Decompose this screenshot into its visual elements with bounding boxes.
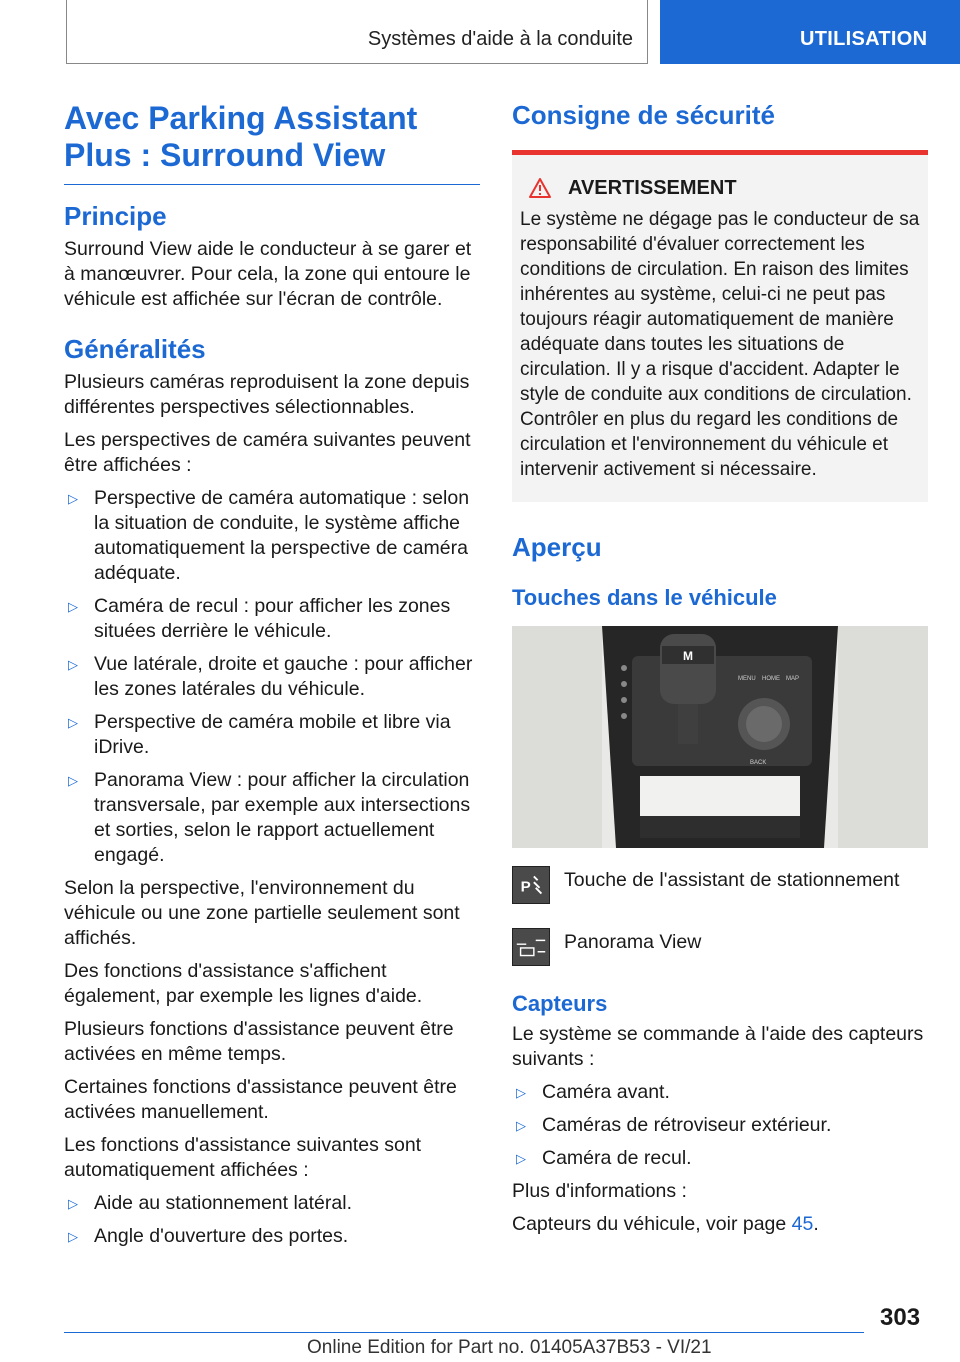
- paragraph-assist-display: Des fonctions d'assistance s'affichent également, par exemple les lignes d'aide.: [64, 960, 423, 1007]
- footer-divider: [64, 1332, 864, 1333]
- touches-heading: Touches dans le véhicule: [512, 585, 777, 610]
- right-column: [512, 100, 928, 1245]
- more-info-label: Plus d'informations :: [512, 1180, 687, 1202]
- svg-text:MAP: MAP: [786, 676, 800, 682]
- list-item: ▷ Perspective de caméra automatique : selon la situation de conduite, le système affiche automatiquement la perspective de caméra adéquate.: [68, 487, 470, 584]
- panorama-view-key-row: [512, 928, 928, 966]
- page-title-line1: Avec Parking Assistant: [64, 100, 418, 136]
- list-item: ▷ Caméras de rétroviseur extérieur.: [516, 1114, 832, 1136]
- paragraph-manual-activation: Certaines fonctions d'assistance peuvent être activées manuellement.: [64, 1076, 457, 1123]
- triangle-bullet-icon: ▷: [516, 1085, 526, 1100]
- triangle-bullet-icon: ▷: [68, 1229, 78, 1244]
- list-item: ▷ Caméra avant.: [516, 1081, 670, 1103]
- list-item: ▷ Vue latérale, droite et gauche : pour afficher les zones latérales du véhicule.: [68, 653, 473, 700]
- page-title-line2: Plus : Surround View: [64, 137, 386, 173]
- sensors-list: [512, 1080, 928, 1171]
- triangle-bullet-icon: ▷: [68, 773, 78, 788]
- parking-assistant-key-row: [512, 866, 928, 904]
- title-divider: [64, 184, 480, 185]
- svg-text:MENU: MENU: [738, 676, 756, 682]
- apercu-heading: Aperçu: [512, 532, 602, 562]
- list-item: ▷ Perspective de caméra mobile et libre via iDrive.: [68, 711, 451, 758]
- generalites-heading: Généralités: [64, 334, 206, 364]
- warning-title: AVERTISSEMENT: [520, 175, 920, 201]
- paragraph-perspective: Selon la perspective, l'environnement du véhicule ou une zone partielle seulement sont affichés.: [64, 877, 460, 949]
- capteurs-text: Le système se commande à l'aide des capteurs suivants :: [512, 1023, 924, 1070]
- generalites-paragraph-2: Les perspectives de caméra suivantes peuvent être affichées :: [64, 429, 471, 476]
- generalites-paragraph-1: Plusieurs caméras reproduisent la zone depuis différentes perspectives sélectionnables.: [64, 371, 470, 418]
- m-badge: M: [683, 649, 693, 663]
- center-console-photo: [512, 626, 928, 848]
- triangle-bullet-icon: ▷: [68, 1196, 78, 1211]
- list-item: ▷ Caméra de recul : pour afficher les zones situées derrière le véhicule.: [68, 595, 451, 642]
- more-info-reference: Capteurs du véhicule, voir page 45.: [512, 1213, 819, 1235]
- page-link-45[interactable]: 45: [791, 1213, 814, 1235]
- footer-edition: Online Edition for Part no. 01405A37B53 - VI/21: [307, 1337, 712, 1358]
- svg-text:HOME: HOME: [762, 676, 780, 682]
- parking-assistant-key-label: Touche de l'assistant de stationnement: [564, 869, 900, 891]
- svg-text:BACK: BACK: [750, 760, 767, 766]
- triangle-bullet-icon: ▷: [68, 715, 78, 730]
- triangle-bullet-icon: ▷: [68, 657, 78, 672]
- paragraph-multiple-functions: Plusieurs fonctions d'assistance peuvent être activées en même temps.: [64, 1018, 454, 1065]
- principe-heading: Principe: [64, 201, 167, 231]
- panorama-view-key-label: Panorama View: [564, 931, 702, 953]
- warning-box: [512, 150, 928, 502]
- safety-heading: Consigne de sécurité: [512, 100, 775, 130]
- list-item: ▷ Angle d'ouverture des portes.: [68, 1225, 349, 1247]
- camera-perspectives-list: [64, 486, 480, 868]
- page-title: [64, 100, 480, 174]
- warning-text: Le système ne dégage pas le conducteur de sa responsabilité d'évaluer correctement les conditions de circulation. En raison des limites inhérentes au système, celui-ci ne peut pas toujours réagir automatiquement de manière adéquate dans toutes les situations de circulation. Il y a risque d'accident. Adapter le style de conduite aux conditions de circulation. Contrôler en plus du regard les conditions de circulation et l'environnement du véhicule et intervenir activement si nécessaire.: [520, 209, 920, 480]
- warning-triangle-icon: [528, 177, 552, 199]
- triangle-bullet-icon: ▷: [516, 1118, 526, 1133]
- triangle-bullet-icon: ▷: [68, 599, 78, 614]
- triangle-bullet-icon: ▷: [516, 1151, 526, 1166]
- list-item: ▷ Aide au stationnement latéral.: [68, 1192, 352, 1214]
- header-section-title: Systèmes d'aide à la conduite: [66, 0, 648, 64]
- page-number: 303: [880, 1304, 921, 1331]
- left-column: [64, 100, 480, 1257]
- auto-functions-list: [64, 1191, 480, 1249]
- list-item: ▷ Panorama View : pour afficher la circulation transversale, par exemple aux intersections et sorties, selon le rapport actuellement engagé.: [68, 769, 471, 866]
- panorama-view-key-icon: [512, 928, 550, 966]
- triangle-bullet-icon: ▷: [68, 491, 78, 506]
- paragraph-auto-display: Les fonctions d'assistance suivantes sont automatiquement affichées :: [64, 1134, 422, 1181]
- parking-assistant-key-icon: [512, 866, 550, 904]
- list-item: ▷ Caméra de recul.: [516, 1147, 692, 1169]
- header-tab-utilisation[interactable]: UTILISATION: [660, 0, 960, 64]
- capteurs-heading: Capteurs: [512, 991, 608, 1016]
- principe-text: Surround View aide le conducteur à se garer et à manœuvrer. Pour cela, la zone qui entoure le véhicule est affichée sur l'écran de contrôle.: [64, 238, 472, 310]
- svg-text:P: P: [520, 878, 531, 896]
